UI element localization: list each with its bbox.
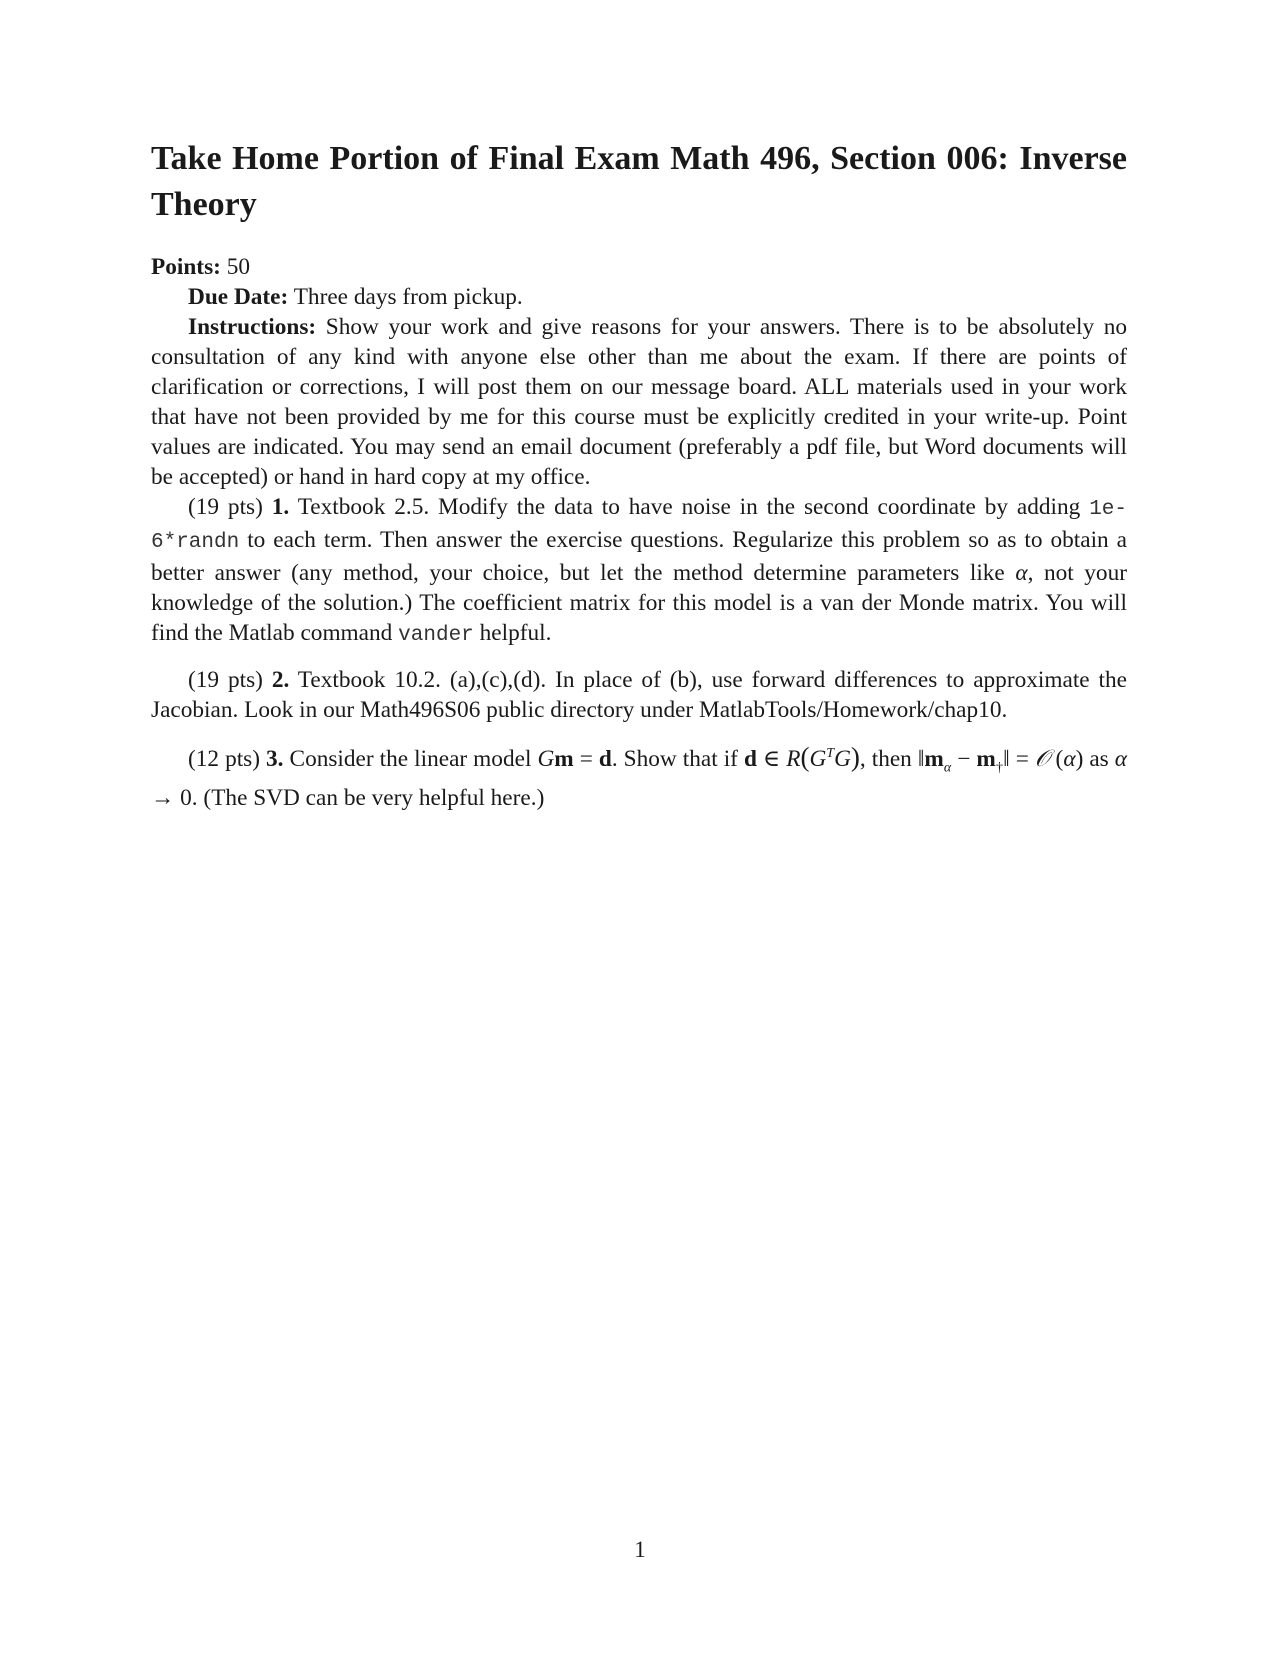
equation-norm-difference: $‖m_\alpha$ − $m_\dagger‖$ = 𝒪 (α) bbox=[917, 745, 1084, 776]
points-value: 50 bbox=[226, 254, 251, 280]
problem-3-text-b: . Show that if bbox=[611, 745, 738, 772]
due-date-value: Three days from pickup. bbox=[293, 284, 523, 310]
instructions-label: Instructions: bbox=[188, 314, 317, 340]
problem-1-text-a: Textbook 2.5. Modify the data to have noise in the second coordinate by adding bbox=[297, 494, 1081, 520]
problem-3-text-e: . (The SVD can be very helpful here.) bbox=[191, 785, 545, 812]
instructions-paragraph bbox=[151, 312, 1127, 492]
page-title: Take Home Portion of Final Exam Math 496, Section 006: Inverse Theory bbox=[151, 140, 1127, 223]
problem-2 bbox=[151, 665, 1127, 725]
equation-alpha-limit: α → 0 bbox=[151, 745, 1128, 812]
instructions-text: Show your work and give reasons for your answers. There is to be absolutely no consultation of any kind with anyone else other than me about the exam. If there are points of clarification or corrections, I will post them on our message board. ALL materials used in your work that have not been provided by me for this course must be explicitly credited in your write-up. Point values are indicated. You may send an email document (preferably a pdf file, but Word documents will be accepted) or hand in hard copy at my office. bbox=[151, 314, 1128, 490]
page-content bbox=[151, 136, 1127, 813]
problem-3 bbox=[151, 739, 1127, 813]
problem-3-text-c: , then bbox=[859, 745, 912, 772]
problem-2-text: Textbook 10.2. (a),(c),(d). In place of (b), use forward differences to approximate the Jacobian. Look in our Math496S06 public directory under MatlabTools/Homework/chap10. bbox=[151, 667, 1127, 723]
problem-1-code-randn: 1e-6*randn bbox=[151, 498, 1128, 554]
problem-3-text-a: Consider the linear model bbox=[289, 745, 532, 772]
equation-linear-model: Gm = d bbox=[537, 745, 612, 772]
page-number: 1 bbox=[634, 1537, 646, 1562]
problem-3-points: (12 pts) bbox=[188, 745, 261, 772]
problem-1-code-vander: vander bbox=[398, 624, 474, 647]
problem-1-number: 1. bbox=[271, 494, 290, 520]
problem-1 bbox=[151, 492, 1127, 651]
points-label: Points: bbox=[151, 254, 221, 280]
problem-3-number: 3. bbox=[266, 745, 284, 772]
equation-range-condition: d ∈ $R(G^TG)$ bbox=[743, 741, 860, 772]
points-line bbox=[151, 252, 1127, 282]
problem-2-number: 2. bbox=[271, 667, 290, 693]
problem-3-text-d: as bbox=[1089, 745, 1109, 772]
due-date-label: Due Date: bbox=[188, 284, 289, 310]
due-date-line bbox=[151, 282, 1127, 312]
problem-2-points: (19 pts) bbox=[188, 667, 263, 693]
problem-1-text-c: , not your knowledge of the solution.) The coefficient matrix for this model is a van der Monde matrix. You will find the Matlab command bbox=[151, 560, 1127, 646]
problem-1-points: (19 pts) bbox=[188, 494, 263, 520]
problem-1-text-b: to each term. Then answer the exercise questions. Regularize this problem so as to obtain a better answer (any method, your choice, but let the method determine parameters like bbox=[151, 527, 1127, 586]
problem-1-text-d: helpful. bbox=[479, 620, 552, 646]
problem-1-alpha: α bbox=[1015, 560, 1028, 586]
